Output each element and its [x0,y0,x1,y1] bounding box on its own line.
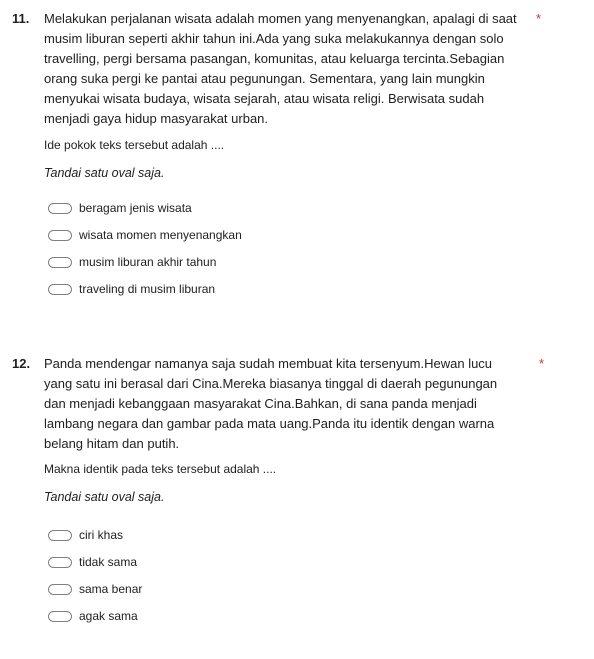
question-prompt: Makna identik pada teks tersebut adalah .... [44,462,277,476]
radio-oval-icon[interactable] [48,257,72,268]
radio-option[interactable] [48,280,215,298]
radio-oval-icon[interactable] [48,230,72,241]
radio-oval-icon[interactable] [48,611,72,622]
option-label: musim liburan akhir tahun [79,255,217,269]
option-label: tidak sama [79,555,138,569]
radio-oval-icon[interactable] [48,284,72,295]
radio-option[interactable] [48,580,142,598]
radio-option[interactable] [48,553,137,571]
radio-option[interactable] [48,253,216,271]
required-asterisk: * [536,11,542,26]
question-number: 12. [12,356,31,371]
question-number: 11. [12,11,30,26]
instruction-hint: Tandai satu oval saja. [44,166,165,180]
radio-option[interactable] [48,607,138,625]
radio-oval-icon[interactable] [48,203,72,214]
required-asterisk: * [539,356,545,371]
radio-oval-icon[interactable] [48,530,72,541]
question-prompt: Ide pokok teks tersebut adalah .... [44,138,225,152]
option-label: sama benar [79,582,143,596]
option-label: beragam jenis wisata [79,201,192,215]
radio-oval-icon[interactable] [48,557,72,568]
question-text: Panda mendengar namanya saja sudah membuat kita tersenyum.Hewan lucu yang satu ini berasal dari Cina.Mereka biasanya tinggal di daerah pegunungan dan menjadi kebanggaan masyarakat Cina.Bahkan, di sana panda menjadi lambang negara dan gambar pada mata uang.Panda itu identik dengan warna belang hitam dan putih. [44,356,498,451]
radio-option[interactable] [48,199,192,217]
option-label: ciri khas [79,528,124,542]
radio-option[interactable] [48,226,242,244]
radio-option[interactable] [48,526,123,544]
option-label: wisata momen menyenangkan [79,228,242,242]
instruction-hint: Tandai satu oval saja. [44,490,165,504]
option-label: traveling di musim liburan [79,282,216,296]
question-text: Melakukan perjalanan wisata adalah momen yang menyenangkan, apalagi di saat musim liburan seperti akhir tahun ini.Ada yang suka melakukannya dengan solo travelling, pergi bersama pasangan, komunitas, atau keluarga tercinta.Sebagian orang suka pergi ke pantai atau pegunungan. Sementara, yang lain mungkin menyukai wisata budaya, wisata sejarah, atau wisata religi. Berwisata sudah menjadi gaya hidup masyarakat urban. [44,11,517,126]
option-label: agak sama [79,609,138,623]
radio-oval-icon[interactable] [48,584,72,595]
